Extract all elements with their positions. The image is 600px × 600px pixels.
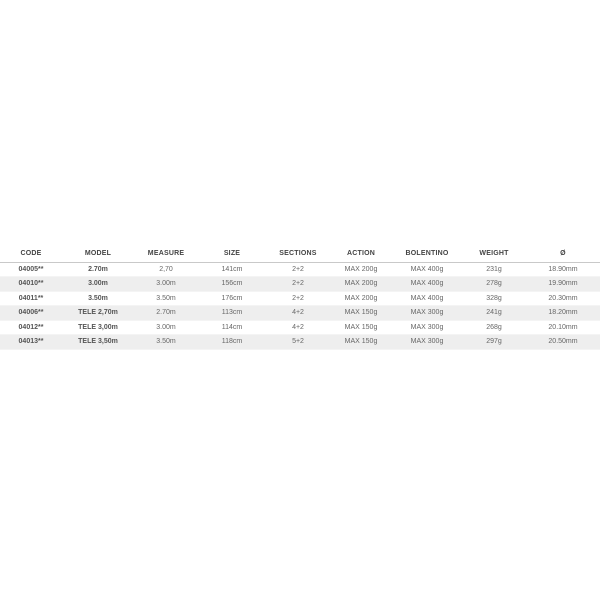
cell-action: MAX 200g bbox=[330, 277, 392, 292]
cell-size: 141cm bbox=[198, 262, 266, 277]
table-row bbox=[0, 277, 600, 292]
cell-weight: 297g bbox=[462, 335, 526, 350]
cell-sections: 2+2 bbox=[266, 291, 330, 306]
cell-bolentino: MAX 300g bbox=[392, 306, 462, 321]
cell-measure: 3.50m bbox=[134, 291, 198, 306]
header-measure: MEASURE bbox=[134, 246, 198, 262]
cell-diameter: 20.30mm bbox=[526, 291, 600, 306]
cell-action: MAX 200g bbox=[330, 291, 392, 306]
cell-sections: 4+2 bbox=[266, 320, 330, 335]
header-row bbox=[0, 246, 600, 262]
header-model: MODEL bbox=[62, 246, 134, 262]
cell-bolentino: MAX 400g bbox=[392, 277, 462, 292]
cell-size: 176cm bbox=[198, 291, 266, 306]
cell-code: 04010** bbox=[0, 277, 62, 292]
header-size: SIZE bbox=[198, 246, 266, 262]
cell-code: 04005** bbox=[0, 262, 62, 277]
header-code: CODE bbox=[0, 246, 62, 262]
cell-action: MAX 150g bbox=[330, 320, 392, 335]
cell-measure: 2,70 bbox=[134, 262, 198, 277]
header-weight: WEIGHT bbox=[462, 246, 526, 262]
cell-action: MAX 200g bbox=[330, 262, 392, 277]
cell-model: TELE 3,50m bbox=[62, 335, 134, 350]
cell-model: TELE 3,00m bbox=[62, 320, 134, 335]
cell-action: MAX 150g bbox=[330, 306, 392, 321]
cell-diameter: 20.50mm bbox=[526, 335, 600, 350]
cell-size: 114cm bbox=[198, 320, 266, 335]
cell-model: 3.50m bbox=[62, 291, 134, 306]
header-bolentino: BOLENTINO bbox=[392, 246, 462, 262]
cell-size: 118cm bbox=[198, 335, 266, 350]
table-row bbox=[0, 320, 600, 335]
cell-weight: 268g bbox=[462, 320, 526, 335]
cell-size: 113cm bbox=[198, 306, 266, 321]
cell-diameter: 19.90mm bbox=[526, 277, 600, 292]
cell-code: 04011** bbox=[0, 291, 62, 306]
cell-bolentino: MAX 300g bbox=[392, 335, 462, 350]
cell-code: 04006** bbox=[0, 306, 62, 321]
cell-code: 04013** bbox=[0, 335, 62, 350]
cell-code: 04012** bbox=[0, 320, 62, 335]
cell-measure: 3.00m bbox=[134, 277, 198, 292]
cell-diameter: 18.20mm bbox=[526, 306, 600, 321]
cell-size: 156cm bbox=[198, 277, 266, 292]
cell-weight: 328g bbox=[462, 291, 526, 306]
cell-measure: 2.70m bbox=[134, 306, 198, 321]
cell-weight: 278g bbox=[462, 277, 526, 292]
cell-model: 2.70m bbox=[62, 262, 134, 277]
header-diameter: Ø bbox=[526, 246, 600, 262]
cell-bolentino: MAX 400g bbox=[392, 291, 462, 306]
cell-measure: 3.50m bbox=[134, 335, 198, 350]
cell-sections: 4+2 bbox=[266, 306, 330, 321]
cell-sections: 5+2 bbox=[266, 335, 330, 350]
spec-table bbox=[0, 246, 600, 350]
table-row bbox=[0, 262, 600, 277]
cell-sections: 2+2 bbox=[266, 262, 330, 277]
table-row bbox=[0, 291, 600, 306]
cell-model: 3.00m bbox=[62, 277, 134, 292]
cell-bolentino: MAX 300g bbox=[392, 320, 462, 335]
cell-diameter: 20.10mm bbox=[526, 320, 600, 335]
cell-weight: 231g bbox=[462, 262, 526, 277]
header-action: ACTION bbox=[330, 246, 392, 262]
cell-measure: 3.00m bbox=[134, 320, 198, 335]
cell-bolentino: MAX 400g bbox=[392, 262, 462, 277]
cell-diameter: 18.90mm bbox=[526, 262, 600, 277]
table-row bbox=[0, 306, 600, 321]
cell-model: TELE 2,70m bbox=[62, 306, 134, 321]
table-row bbox=[0, 335, 600, 350]
cell-weight: 241g bbox=[462, 306, 526, 321]
cell-action: MAX 150g bbox=[330, 335, 392, 350]
header-sections: SECTIONS bbox=[266, 246, 330, 262]
cell-sections: 2+2 bbox=[266, 277, 330, 292]
